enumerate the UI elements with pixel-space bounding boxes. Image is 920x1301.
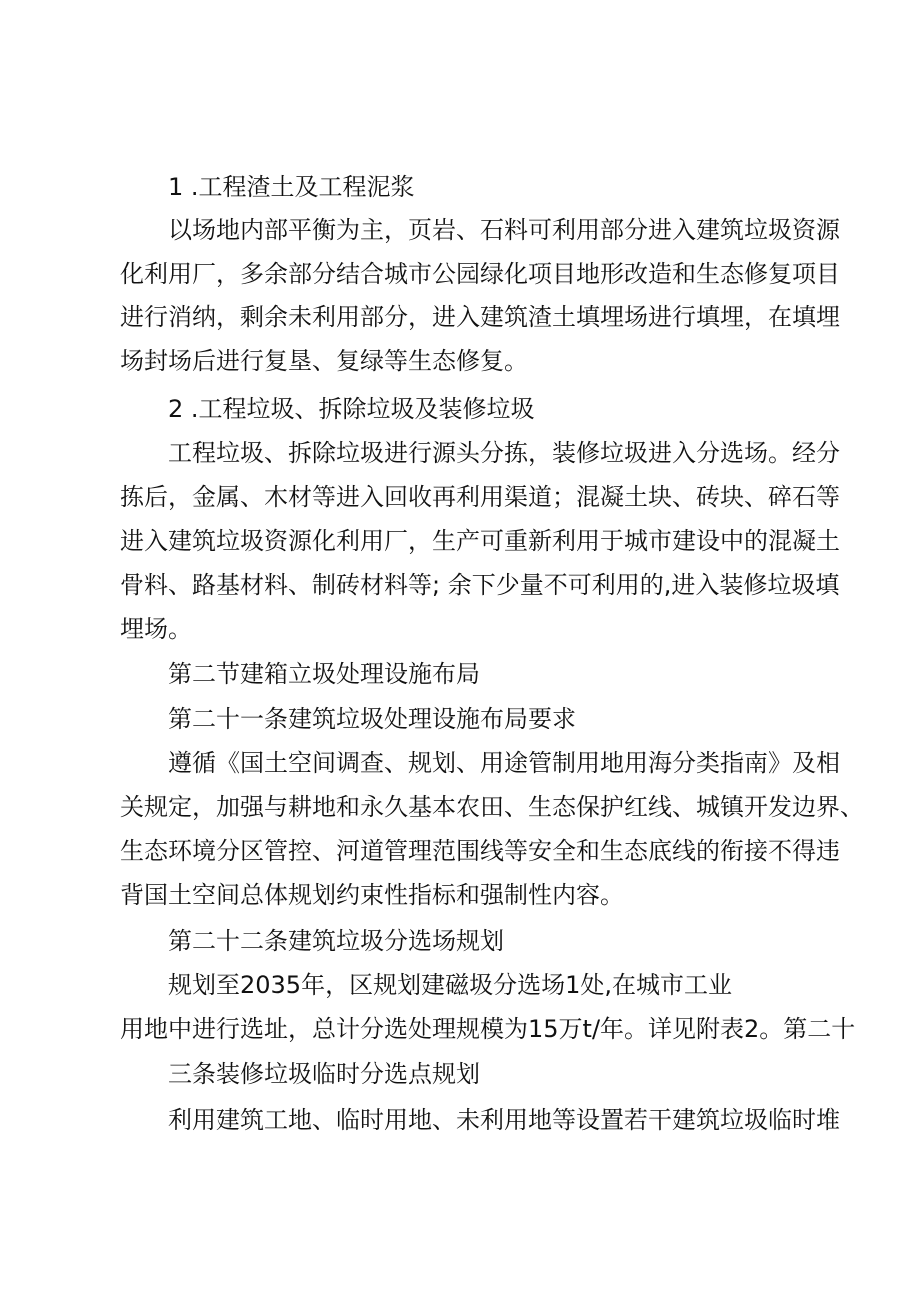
paragraph-line: 化利用厂，多余部分结合城市公园绿化项目地形改造和生态修复项目 — [120, 260, 840, 288]
paragraph-line: 以场地内部平衡为主，页岩、石料可利用部分进入建筑垃圾资源 — [168, 216, 840, 244]
paragraph-line: 利用建筑工地、临时用地、未利用地等设置若干建筑垃圾临时堆 — [168, 1106, 840, 1134]
paragraph-line: 场封场后进行复垦、复绿等生态修复。 — [120, 347, 528, 375]
paragraph-line: 进入建筑垃圾资源化利用厂，生产可重新利用于城市建设中的混凝土 — [120, 527, 840, 555]
paragraph-line: 关规定，加强与耕地和永久基本农田、生态保护红线、城镇开发边界、 — [120, 793, 864, 821]
paragraph-line: 拣后，金属、木材等进入回收再利用渠道；混凝土块、砖块、碎石等 — [120, 483, 840, 511]
article-title: 三条装修垃圾临时分选点规划 — [168, 1060, 480, 1088]
section-title: 第二节建箱立圾处理设施布局 — [168, 660, 480, 688]
paragraph-line: 生态环境分区管控、河道管理范围线等安全和生态底线的衔接不得违 — [120, 837, 840, 865]
paragraph-line: 背国土空间总体规划约束性指标和强制性内容。 — [120, 881, 624, 909]
paragraph-line: 用地中进行选址，总计分选处理规模为15万t/年。详见附表2。第二十 — [120, 1015, 856, 1043]
section-heading-1: 1 .工程渣土及工程泥浆 — [168, 173, 415, 201]
paragraph-line: 骨料、路基材料、制砖材料等; 余下少量不可利用的,进入装修垃圾填 — [120, 571, 840, 599]
article-title: 第二十二条建筑垃圾分选场规划 — [168, 927, 504, 955]
paragraph-line: 工程垃圾、拆除垃圾进行源头分拣，装修垃圾进入分选场。经分 — [168, 439, 840, 467]
article-title: 第二十一条建筑垃圾处理设施布局要求 — [168, 705, 576, 733]
paragraph-line: 埋场。 — [120, 615, 192, 643]
section-heading-2: 2 .工程垃圾、拆除垃圾及装修垃圾 — [168, 395, 535, 423]
paragraph-line: 遵循《国土空间调查、规划、用途管制用地用海分类指南》及相 — [168, 749, 840, 777]
paragraph-line: 规划至2035年，区规划建磁圾分选场1处,在城市工业 — [168, 971, 732, 999]
paragraph-line: 进行消纳，剩余未利用部分，进入建筑渣土填埋场进行填埋，在填埋 — [120, 303, 840, 331]
